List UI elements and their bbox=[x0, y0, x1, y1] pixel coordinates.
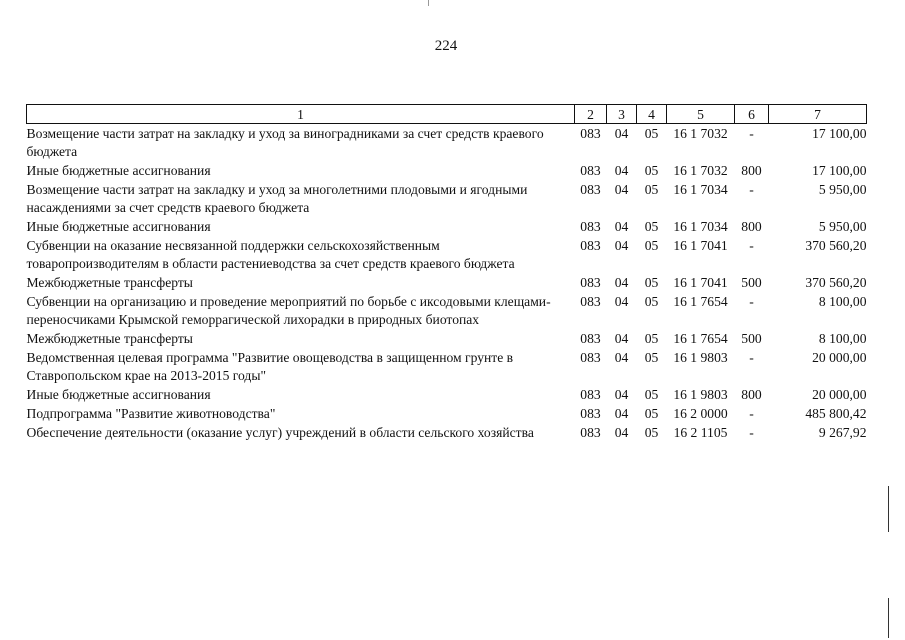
row-vr: 800 bbox=[741, 163, 762, 178]
row-gr: 083 bbox=[580, 406, 601, 421]
row-pr: 05 bbox=[644, 387, 659, 402]
row-vr: - bbox=[749, 350, 754, 365]
row-name: Межбюджетные трансферты bbox=[26, 275, 193, 290]
row-vr: 500 bbox=[741, 275, 762, 290]
row-vr: 800 bbox=[741, 219, 762, 234]
row-gr: 083 bbox=[580, 219, 601, 234]
row-vr: - bbox=[749, 182, 754, 197]
row-sum: 485 800,42 bbox=[805, 406, 867, 421]
row-pr: 05 bbox=[644, 425, 659, 440]
row-name: Возмещение части затрат на закладку и уход за виноградниками за счет средств краевого бюджета bbox=[26, 126, 544, 159]
row-gr: 083 bbox=[580, 331, 601, 346]
row-gr: 083 bbox=[580, 275, 601, 290]
row-name: Субвенции на оказание несвязанной поддержки сельскохозяйственным товаропроизводителям в области растениеводства за счет средств краевого бюджета bbox=[26, 238, 515, 271]
row-pr: 05 bbox=[644, 182, 659, 197]
row-sum: 17 100,00 bbox=[812, 126, 867, 141]
row-rz: 04 bbox=[614, 406, 629, 421]
row-csr: 16 1 7041 bbox=[673, 238, 728, 253]
table-row bbox=[27, 423, 867, 442]
row-rz: 04 bbox=[614, 219, 629, 234]
row-sum: 9 267,92 bbox=[818, 425, 867, 440]
header-col-5: 5 bbox=[667, 105, 735, 124]
row-rz: 04 bbox=[614, 238, 629, 253]
row-pr: 05 bbox=[644, 350, 659, 365]
row-vr: - bbox=[749, 238, 754, 253]
table-row bbox=[27, 180, 867, 217]
table-row bbox=[27, 292, 867, 329]
row-pr: 05 bbox=[644, 294, 659, 309]
header-col-7: 7 bbox=[769, 105, 867, 124]
row-rz: 04 bbox=[614, 425, 629, 440]
row-csr: 16 1 7041 bbox=[673, 275, 728, 290]
table-row bbox=[27, 161, 867, 180]
header-col-4: 4 bbox=[637, 105, 667, 124]
row-pr: 05 bbox=[644, 275, 659, 290]
table-row bbox=[27, 329, 867, 348]
row-name: Ведомственная целевая программа "Развитие овощеводства в защищенном грунте в Ставропольском крае на 2013-2015 годы" bbox=[26, 350, 514, 383]
row-rz: 04 bbox=[614, 350, 629, 365]
row-name: Подпрограмма "Развитие животноводства" bbox=[26, 406, 276, 421]
table-header-row bbox=[27, 105, 867, 124]
row-name: Межбюджетные трансферты bbox=[26, 331, 193, 346]
row-gr: 083 bbox=[580, 238, 601, 253]
header-col-3: 3 bbox=[607, 105, 637, 124]
row-gr: 083 bbox=[580, 425, 601, 440]
row-gr: 083 bbox=[580, 163, 601, 178]
row-gr: 083 bbox=[580, 350, 601, 365]
row-rz: 04 bbox=[614, 275, 629, 290]
row-gr: 083 bbox=[580, 294, 601, 309]
row-gr: 083 bbox=[580, 126, 601, 141]
row-csr: 16 1 7032 bbox=[673, 126, 728, 141]
row-rz: 04 bbox=[614, 294, 629, 309]
row-sum: 370 560,20 bbox=[805, 275, 867, 290]
row-csr: 16 2 0000 bbox=[673, 406, 728, 421]
budget-table bbox=[26, 104, 867, 442]
row-rz: 04 bbox=[614, 182, 629, 197]
row-csr: 16 1 7034 bbox=[673, 182, 728, 197]
row-csr: 16 1 9803 bbox=[673, 350, 728, 365]
row-csr: 16 1 7654 bbox=[673, 331, 728, 346]
row-pr: 05 bbox=[644, 331, 659, 346]
row-rz: 04 bbox=[614, 331, 629, 346]
table-row bbox=[27, 124, 867, 162]
table-row bbox=[27, 404, 867, 423]
row-name: Иные бюджетные ассигнования bbox=[26, 387, 211, 402]
row-name: Обеспечение деятельности (оказание услуг) учреждений в области сельского хозяйства bbox=[26, 425, 534, 440]
table-row bbox=[27, 348, 867, 385]
table-row bbox=[27, 385, 867, 404]
row-name: Субвенции на организацию и проведение мероприятий по борьбе с иксодовыми клещами-переносчиками Крымской геморрагической лихорадки в природных биотопах bbox=[26, 294, 551, 327]
table-row bbox=[27, 217, 867, 236]
row-vr: - bbox=[749, 294, 754, 309]
row-rz: 04 bbox=[614, 387, 629, 402]
row-pr: 05 bbox=[644, 126, 659, 141]
row-csr: 16 2 1105 bbox=[673, 425, 728, 440]
row-vr: 500 bbox=[741, 331, 762, 346]
row-pr: 05 bbox=[644, 406, 659, 421]
row-name: Иные бюджетные ассигнования bbox=[26, 163, 211, 178]
row-sum: 17 100,00 bbox=[812, 163, 867, 178]
row-csr: 16 1 7034 bbox=[673, 219, 728, 234]
header-col-6: 6 bbox=[735, 105, 769, 124]
table-row bbox=[27, 236, 867, 273]
row-sum: 20 000,00 bbox=[812, 350, 867, 365]
scan-edge-line bbox=[888, 598, 889, 638]
header-col-1: 1 bbox=[27, 105, 575, 124]
row-vr: 800 bbox=[741, 387, 762, 402]
row-vr: - bbox=[749, 126, 754, 141]
row-rz: 04 bbox=[614, 163, 629, 178]
row-pr: 05 bbox=[644, 163, 659, 178]
row-sum: 370 560,20 bbox=[805, 238, 867, 253]
row-csr: 16 1 7032 bbox=[673, 163, 728, 178]
row-pr: 05 bbox=[644, 238, 659, 253]
row-csr: 16 1 7654 bbox=[673, 294, 728, 309]
page-number: 224 bbox=[434, 38, 458, 54]
row-vr: - bbox=[749, 406, 754, 421]
scan-artifact-tick bbox=[428, 0, 429, 6]
row-name: Иные бюджетные ассигнования bbox=[26, 219, 211, 234]
row-pr: 05 bbox=[644, 219, 659, 234]
header-col-2: 2 bbox=[575, 105, 607, 124]
row-gr: 083 bbox=[580, 387, 601, 402]
row-sum: 5 950,00 bbox=[818, 182, 867, 197]
row-vr: - bbox=[749, 425, 754, 440]
row-gr: 083 bbox=[580, 182, 601, 197]
row-sum: 8 100,00 bbox=[818, 294, 867, 309]
table-row bbox=[27, 273, 867, 292]
row-name: Возмещение части затрат на закладку и уход за многолетними плодовыми и ягодными насаждениями за счет средств краевого бюджета bbox=[26, 182, 528, 215]
row-sum: 20 000,00 bbox=[812, 387, 867, 402]
row-sum: 5 950,00 bbox=[818, 219, 867, 234]
row-rz: 04 bbox=[614, 126, 629, 141]
scan-edge-line bbox=[888, 486, 889, 532]
row-sum: 8 100,00 bbox=[818, 331, 867, 346]
row-csr: 16 1 9803 bbox=[673, 387, 728, 402]
